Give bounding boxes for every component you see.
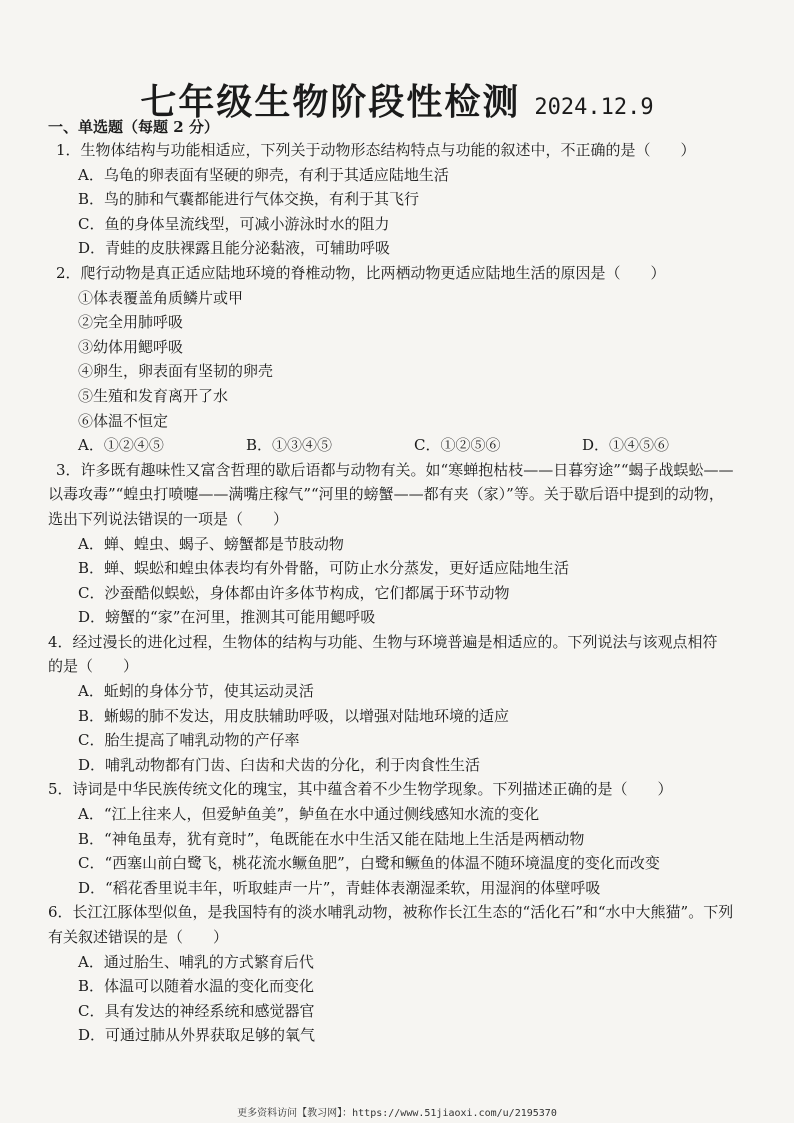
question-6 [48, 900, 792, 1048]
question-stem: 2．爬行动物是真正适应陆地环境的脊椎动物，比两栖动物更适应陆地生活的原因是（ ） [56, 263, 666, 282]
option-a: A．①②④⑤ [78, 436, 164, 455]
question-1 [56, 138, 792, 261]
question-stem-line-1: 4．经过漫长的进化过程，生物体的结构与功能、生物与环境普遍是相适应的。下列说法与该观点相符 [48, 632, 718, 651]
statement-4: ④卵生，卵表面有坚韧的卵壳 [78, 362, 274, 381]
question-4 [48, 630, 792, 778]
option-c: C．①②⑤⑥ [414, 436, 501, 455]
option-b: B．“神龟虽寿，犹有竟时”，龟既能在水中生活又能在陆地上生活是两栖动物 [78, 829, 585, 848]
statement-6: ⑥体温不恒定 [78, 411, 169, 430]
question-stem-line-2: 有关叙述错误的是（ ） [48, 928, 229, 946]
question-stem-line-1: 3．许多既有趣味性又富含哲理的歇后语都与动物有关。如“寒蝉抱枯枝——日暮穷途”“蝎子战蜈蚣—— [56, 460, 734, 479]
option-c: C．胎生提高了哺乳动物的产仔率 [78, 731, 300, 750]
option-b: B．①③④⑤ [246, 436, 333, 455]
question-5 [48, 777, 792, 900]
option-a: A．乌龟的卵表面有坚硬的卵壳，有利于其适应陆地生活 [78, 165, 449, 184]
statement-5: ⑤生殖和发育离开了水 [78, 386, 229, 405]
question-stem-line-2: 以毒攻毒”“蝗虫打喷嚏——满嘴庄稼气”“河里的螃蟹——都有夹（家）”等。关于歇后语中提到的动物， [48, 485, 724, 504]
footer-watermark: 更多资料访问【教习网】：https://www.51jiaoxi.com/u/2195370 [237, 1108, 557, 1119]
option-b: B．体温可以随着水温的变化而变化 [78, 977, 315, 996]
option-b: B．蜥蜴的肺不发达，用皮肤辅助呼吸，以增强对陆地环境的适应 [78, 706, 510, 725]
question-stem-line-3: 选出下列说法错误的一项是（ ） [48, 509, 289, 528]
question-stem-line-1: 6．长江江豚体型似鱼，是我国特有的淡水哺乳动物，被称作长江生态的“活化石”和“水中大熊猫”。下列 [48, 903, 734, 922]
question-2 [56, 261, 792, 458]
option-d: D．①④⑤⑥ [582, 436, 670, 455]
question-3 [48, 458, 792, 630]
option-c: C．沙蚕酷似蜈蚣，身体都由许多体节构成，它们都属于环节动物 [78, 583, 510, 602]
page-title: 七年级生物阶段性检测 [140, 81, 521, 123]
statement-3: ③幼体用鳃呼吸 [78, 337, 184, 356]
choice-row [56, 433, 792, 458]
question-stem-line-2: 的是（ ） [48, 657, 139, 676]
question-stem: 5．诗词是中华民族传统文化的瑰宝，其中蕴含着不少生物学现象。下列描述正确的是（ ） [48, 780, 673, 799]
option-c: C．具有发达的神经系统和感觉器官 [78, 1001, 315, 1020]
option-c: C．鱼的身体呈流线型，可减小游泳时水的阻力 [78, 214, 390, 233]
section-heading: 一、单选题（每题 2 分） [48, 118, 219, 136]
option-d: D．螃蟹的“家”在河里，推测其可能用鳃呼吸 [78, 608, 376, 627]
option-c: C．“西塞山前白鹭飞，桃花流水鳜鱼肥”，白鹭和鳜鱼的体温不随环境温度的变化而改变 [78, 854, 660, 873]
question-list [48, 116, 792, 1048]
option-d: D．哺乳动物都有门齿、臼齿和犬齿的分化，利于肉食性生活 [78, 755, 481, 774]
statement-2: ②完全用肺呼吸 [78, 313, 184, 332]
question-stem: 1．生物体结构与功能相适应，下列关于动物形态结构特点与功能的叙述中，不正确的是（ ） [56, 141, 696, 159]
option-d: D．可通过肺从外界获取足够的氧气 [78, 1026, 316, 1045]
statement-1: ①体表覆盖角质鳞片或甲 [78, 288, 244, 307]
option-d: D．“稻花香里说丰年，听取蛙声一片”，青蛙体表潮湿柔软，用湿润的体壁呼吸 [78, 878, 601, 897]
exam-date: 2024.12.9 [534, 95, 654, 120]
option-d: D．青蛙的皮肤裸露且能分泌黏液，可辅助呼吸 [78, 239, 391, 258]
option-b: B．鸟的肺和气囊都能进行气体交换，有利于其飞行 [78, 190, 420, 209]
option-a: A．通过胎生、哺乳的方式繁育后代 [78, 952, 314, 971]
option-a: A．“江上往来人，但爱鲈鱼美”，鲈鱼在水中通过侧线感知水流的变化 [78, 805, 540, 824]
option-a: A．蚯蚓的身体分节，使其运动灵活 [78, 682, 314, 701]
option-a: A．蝉、蝗虫、蝎子、螃蟹都是节肢动物 [78, 534, 344, 553]
option-b: B．蝉、蜈蚣和蝗虫体表均有外骨骼，可防止水分蒸发，更好适应陆地生活 [78, 559, 570, 578]
